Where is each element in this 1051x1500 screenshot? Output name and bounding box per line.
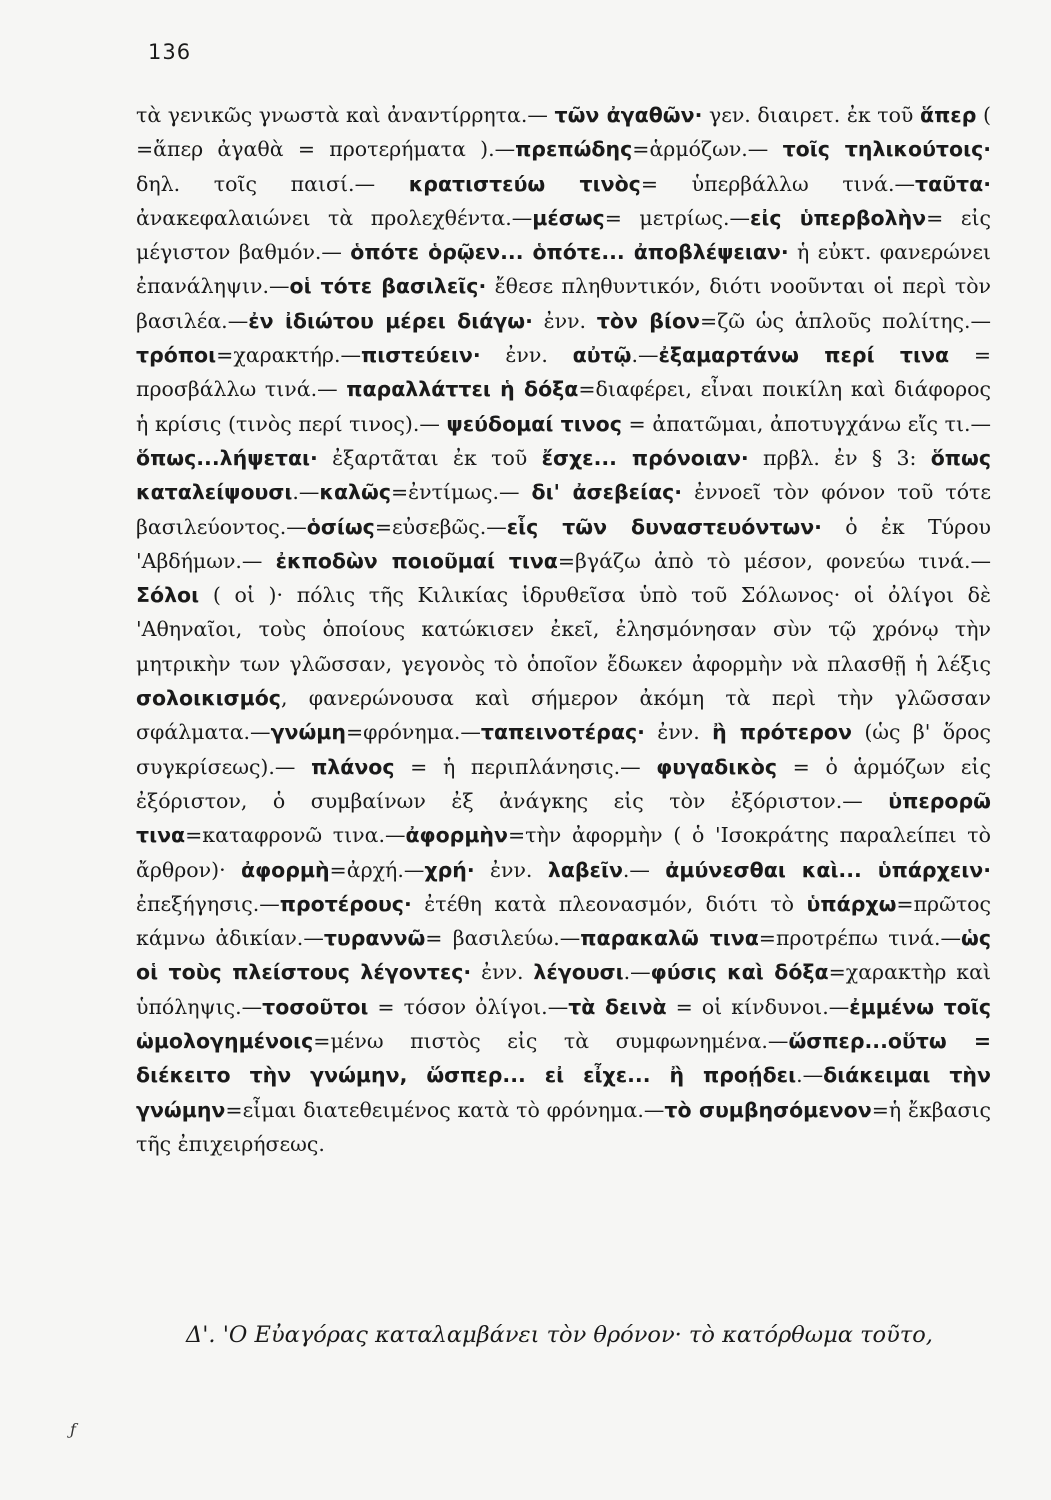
margin-mark: ƒ xyxy=(70,1420,76,1439)
lemma-term: κρατιστεύω τινὸς xyxy=(408,171,641,196)
lemma-term: ἀμύνεσθαι καὶ... ὑπάρχειν· xyxy=(665,857,991,882)
lemma-term: ἔσχε... πρόνοιαν· xyxy=(541,445,749,470)
gloss-text: ἐνν. xyxy=(644,720,713,745)
gloss-text: =ἀρχή.— xyxy=(329,857,425,882)
lemma-term: φυγαδικὸς xyxy=(656,754,778,779)
lemma-term: ἐξαμαρτάνω περί τινα xyxy=(658,343,950,368)
gloss-text: =ἡ ἔκβασις τῆς ἐπιχειρήσεως. xyxy=(136,1097,992,1156)
lemma-term: παρακαλῶ τινα xyxy=(580,926,759,951)
lemma-term: τυραννῶ xyxy=(323,926,426,951)
gloss-text: ἐνν. xyxy=(532,308,597,333)
gloss-text: δηλ. τοῖς παισί.— xyxy=(136,171,409,196)
gloss-text: = ὁ ἁρμόζων εἰς ἐξόριστον, ὁ συμβαίνων ἐξ ἀνάγκης εἰς τὸν ἐξόριστον.— xyxy=(136,754,992,813)
lemma-term: καλῶς xyxy=(319,480,391,505)
gloss-text: ἔθεσε πληθυντικόν, διότι νοοῦνται οἱ περὶ τὸν βασιλέα.— xyxy=(136,274,991,333)
gloss-text: , φανερώνουσα καὶ σήμερον ἀκόμη τὰ περὶ τὴν γλῶσσαν σφάλματα.— xyxy=(136,686,991,745)
lemma-term: ἅπερ xyxy=(920,103,977,127)
lemma-term: ὅπως...λήψεται· xyxy=(136,445,318,470)
gloss-text: = εἰς μέγιστον βαθμόν.— xyxy=(136,205,991,265)
lemma-term: ὑπερορῶ τινα xyxy=(136,788,991,848)
lemma-term: γνώμη xyxy=(270,720,346,745)
gloss-text: = οἱ κίνδυνοι.— xyxy=(666,994,850,1019)
lemma-term: Σόλοι xyxy=(136,583,200,608)
gloss-text: = τόσον ὀλίγοι.— xyxy=(368,994,569,1019)
gloss-text: = ὑπερβάλλω τινά.— xyxy=(640,171,916,196)
page-number: 136 xyxy=(148,40,192,64)
gloss-text: =διαφέρει, εἶναι ποικίλη καὶ διάφορος ἡ κρίσις (τινὸς περί τινος).— xyxy=(136,377,991,436)
gloss-text: =εἶμαι διατεθειμένος κατὰ τὸ φρόνημα.— xyxy=(225,1097,665,1122)
gloss-text: = μετρίως.— xyxy=(604,205,750,230)
lemma-term: ψεύδομαί τινος xyxy=(446,411,622,436)
gloss-text: .— xyxy=(622,857,666,882)
lemma-term: μέσως xyxy=(532,205,605,230)
lemma-term: ἐκποδὼν ποιοῦμαί τινα xyxy=(275,548,558,573)
gloss-text: ἐνν. xyxy=(480,343,573,368)
lemma-term: ἢ πρότερον xyxy=(712,720,852,745)
lemma-term: ταῦτα· xyxy=(915,171,991,196)
lemma-term: ἀφορμὴν xyxy=(405,823,508,848)
lemma-term: διάκειμαι τὴν γνώμην xyxy=(136,1063,991,1122)
lemma-term: πιστεύειν· xyxy=(360,343,481,368)
lemma-term: τοσοῦτοι xyxy=(262,994,369,1019)
gloss-text: ( =ἅπερ ἀγαθὰ = προτερήματα ).— xyxy=(136,103,991,162)
gloss-text: =καταφρονῶ τινα.— xyxy=(185,823,406,848)
gloss-text: =πρῶτος κάμνω ἀδικίαν.— xyxy=(136,891,991,951)
lemma-term: τὰ δεινὰ xyxy=(568,994,667,1019)
lemma-term: ἐμμένω τοῖς ὡμολογημένοις xyxy=(136,994,991,1054)
lemma-term: ταπεινοτέρας· xyxy=(480,720,645,745)
gloss-text: (ὡς β' ὅρος συγκρίσεως).— xyxy=(136,720,991,779)
gloss-text: =προτρέπω τινά.— xyxy=(758,926,962,951)
gloss-text: πρβλ. ἐν § 3: xyxy=(748,445,931,470)
gloss-text: .— xyxy=(623,960,651,985)
lemma-term: ἐν ἰδιώτου μέρει διάγω· xyxy=(248,308,533,333)
gloss-text: ἡ εὐκτ. φανερώνει ἐπανάληψιν.— xyxy=(136,240,991,299)
gloss-text: ἐξαρτᾶται ἐκ τοῦ xyxy=(317,445,542,470)
gloss-text: =χαρακτὴρ καὶ ὑπόληψις.— xyxy=(136,960,991,1019)
lemma-term: τὸ συμβησόμενον xyxy=(664,1097,872,1122)
gloss-text: =εὐσεβῶς.— xyxy=(374,514,507,539)
lemma-term: εἷς τῶν δυναστευόντων· xyxy=(506,514,822,539)
gloss-text: .— xyxy=(292,480,320,505)
gloss-text: = βασιλεύω.— xyxy=(425,926,581,951)
gloss-text: ἐννοεῖ τὸν φόνον τοῦ τότε βασιλεύοντος.— xyxy=(136,480,991,539)
gloss-text: =μένω πιστὸς εἰς τὰ συμφωνημένα.— xyxy=(313,1029,789,1054)
gloss-text: ὁ ἐκ Τύρου 'Αβδήμων.— xyxy=(136,514,991,573)
gloss-text: τὰ γενικῶς γνωστὰ καὶ ἀναντίρρητα.— xyxy=(136,103,555,127)
gloss-text: =ἁρμόζων.— xyxy=(632,137,783,162)
lemma-term: λαβεῖν xyxy=(547,857,623,882)
lemma-term: παραλλάττει ἡ δόξα xyxy=(346,377,579,402)
lemma-term: πρεπώδης xyxy=(515,137,633,162)
gloss-text: .— xyxy=(796,1063,824,1088)
gloss-text: = προσβάλλω τινά.— xyxy=(136,343,991,402)
lemma-term: δι' ἀσεβείας· xyxy=(531,480,683,505)
lemma-term: λέγουσι xyxy=(533,960,624,985)
lemma-term: πλάνος xyxy=(311,754,395,779)
lemma-term: τὸν βίον xyxy=(596,308,701,333)
lemma-term: ἀφορμὴ xyxy=(240,857,330,882)
gloss-text: =τὴν ἀφορμὴν ( ὁ 'Ισοκράτης παραλείπει τὸ ἄρθρον)· xyxy=(136,823,991,882)
gloss-text: ἐνν. xyxy=(474,857,548,882)
lemma-term: εἰς ὑπερβολὴν xyxy=(750,205,927,230)
gloss-text: = ἡ περιπλάνησις.— xyxy=(394,754,657,779)
lemma-term: ὁσίως xyxy=(306,514,375,539)
lemma-term: προτέρους· xyxy=(279,891,412,916)
gloss-text: ἐτέθη κατὰ πλεονασμόν, διότι τὸ xyxy=(411,891,807,916)
lemma-term: τῶν ἀγαθῶν· xyxy=(554,103,703,127)
gloss-text: ἀνακεφαλαιώνει τὰ προλεχθέντα.— xyxy=(136,205,533,230)
gloss-text: ( οἱ )· πόλις τῆς Κιλικίας ἱδρυθεῖσα ὑπὸ τοῦ Σόλωνος· οἱ ὀλίγοι δὲ 'Αθηναῖοι, τοὺς ὁποίους κατώκισεν ἐκεῖ, ἐλησμόνησαν σὺν τῷ χρόνῳ τὴν μητρικὴν των γλῶσσαν, γεγονὸς τὸ ὁποῖον ἔδωκεν ἀφορμὴν νὰ πλασθῇ ἡ λέξις xyxy=(136,583,991,676)
gloss-text: ἐπεξήγησις.— xyxy=(136,891,280,916)
gloss-text: =φρόνημα.— xyxy=(346,720,481,745)
lemma-term: τοῖς τηλικούτοις· xyxy=(782,137,992,162)
lemma-term: ὁπότε ὁρῷεν... ὁπότε... ἀποβλέψειαν· xyxy=(350,240,789,265)
lemma-term: αὐτῷ xyxy=(572,343,632,368)
lemma-term: φύσις καὶ δόξα xyxy=(650,960,829,985)
gloss-text: =χαρακτήρ.— xyxy=(216,343,361,368)
lemma-term: οἱ τότε βασιλεῖς· xyxy=(289,274,487,299)
gloss-text: =βγάζω ἀπὸ τὸ μέσον, φονεύω τινά.— xyxy=(557,548,992,573)
lemma-term: χρή· xyxy=(424,857,475,882)
lemma-term: τρόποι xyxy=(136,343,217,368)
lemma-term: σολοικισμός xyxy=(136,686,281,711)
gloss-text: ἐνν. xyxy=(471,960,534,985)
gloss-text: = ἀπατῶμαι, ἀποτυγχάνω εἴς τι.— xyxy=(621,411,991,436)
section-heading-line: Δ'. 'Ο Εὐαγόρας καταλαμβάνει τὸν θρόνον· τὸ κατόρθωμα τοῦτο, xyxy=(186,1322,933,1348)
gloss-text: =ζῶ ὡς ἁπλοῦς πολίτης.— xyxy=(700,308,992,333)
lemma-term: ὑπάρχω xyxy=(806,891,897,916)
gloss-text: =ἐντίμως.— xyxy=(390,480,532,505)
lemma-term: ὡς οἱ τοὺς πλείστους λέγοντες· xyxy=(136,926,991,985)
lemma-term: ὥσπερ...οὕτω = διέκειτο τὴν γνώμην, ὥσπερ... εἰ εἶχε... ἢ προῄδει xyxy=(136,1029,992,1088)
gloss-text: .— xyxy=(631,343,659,368)
commentary-paragraph xyxy=(136,98,991,1161)
gloss-text: γεν. διαιρετ. ἐκ τοῦ xyxy=(702,103,920,127)
lemma-term: ὅπως καταλείψουσι xyxy=(136,445,991,505)
